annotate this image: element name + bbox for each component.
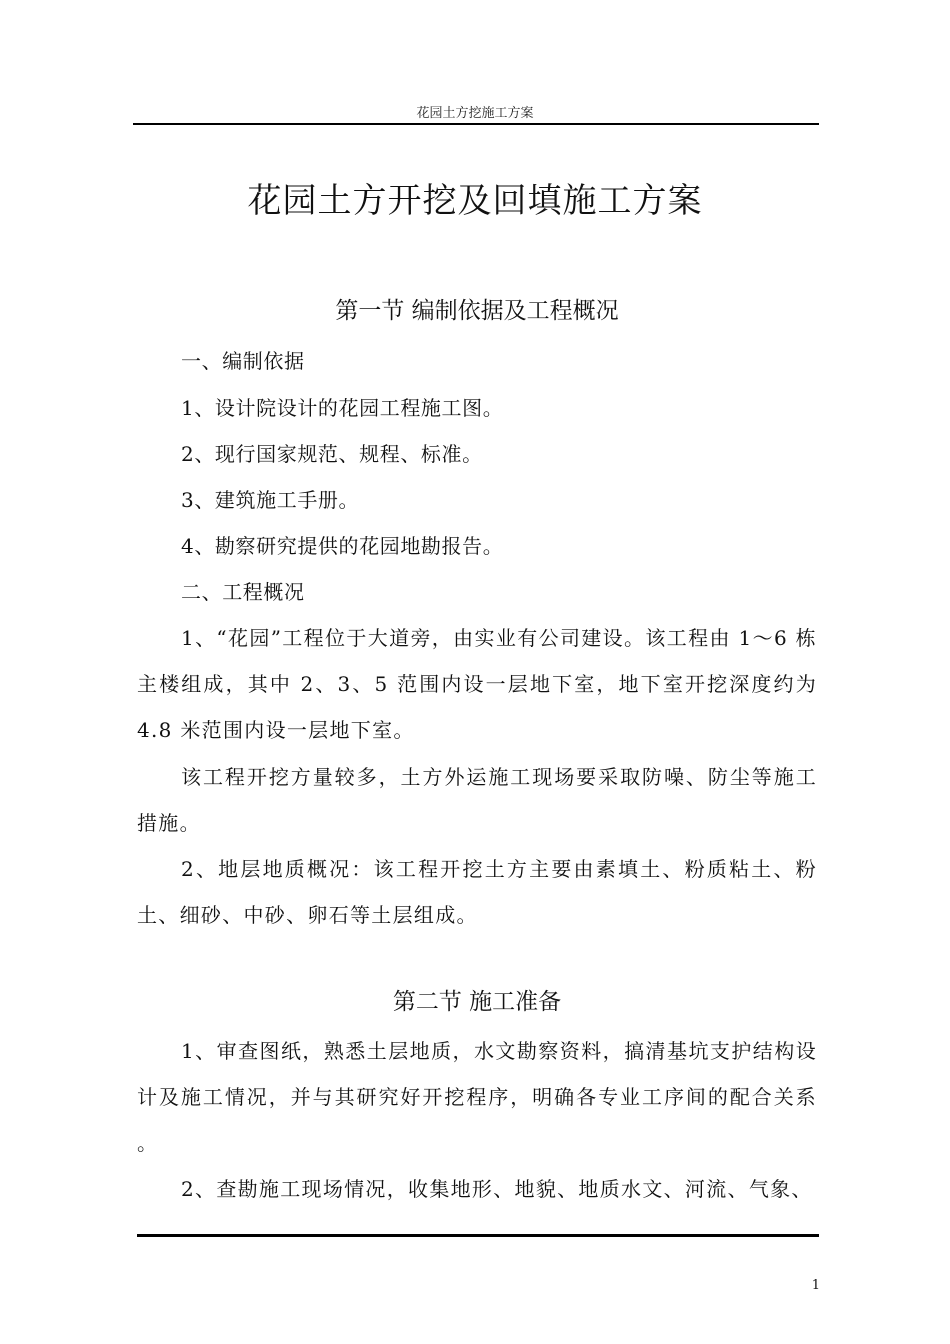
document-title: 花园土方开挖及回填施工方案	[247, 181, 703, 221]
running-header: 花园土方挖施工方案	[416, 106, 534, 121]
paragraph: 2、查勘施工现场情况，收集地形、地貌、地质水文、河流、气象、	[181, 1177, 813, 1201]
paragraph: 3、建筑施工手册。	[181, 488, 360, 512]
header-divider	[133, 123, 819, 125]
section-heading-1: 第一节 编制依据及工程概况	[335, 298, 619, 324]
paragraph: 1、审查图纸，熟悉土层地质，水文勘察资料，搞清基坑支护结构设计及施工情况，并与其研究好开挖程序，明确各专业工序间的配合关系 。	[137, 1039, 817, 1155]
paragraph: 4、勘察研究提供的花园地勘报告。	[181, 534, 504, 558]
paragraph: 1、“花园”工程位于大道旁，由实业有公司建设。该工程由 1～6 栋主楼组成，其中 2、3、5 范围内设一层地下室，地下室开挖深度约为 4.8 米范围内设一层地下室。	[137, 626, 817, 742]
paragraph: 1、设计院设计的花园工程施工图。	[181, 396, 504, 420]
footer-divider	[137, 1234, 819, 1237]
section-heading-2: 第二节 施工准备	[392, 989, 562, 1015]
paragraph: 一、编制依据	[181, 349, 305, 373]
paragraph: 2、地层地质概况：该工程开挖土方主要由素填土、粉质粘土、粉土、细砂、中砂、卵石等土层组成。	[137, 857, 817, 927]
paragraph: 该工程开挖方量较多，土方外运施工现场要采取防噪、防尘等施工措施。	[137, 765, 817, 835]
paragraph: 2、现行国家规范、规程、标准。	[181, 442, 483, 466]
paragraph: 二、工程概况	[181, 580, 305, 604]
page-number: 1	[811, 1278, 820, 1293]
